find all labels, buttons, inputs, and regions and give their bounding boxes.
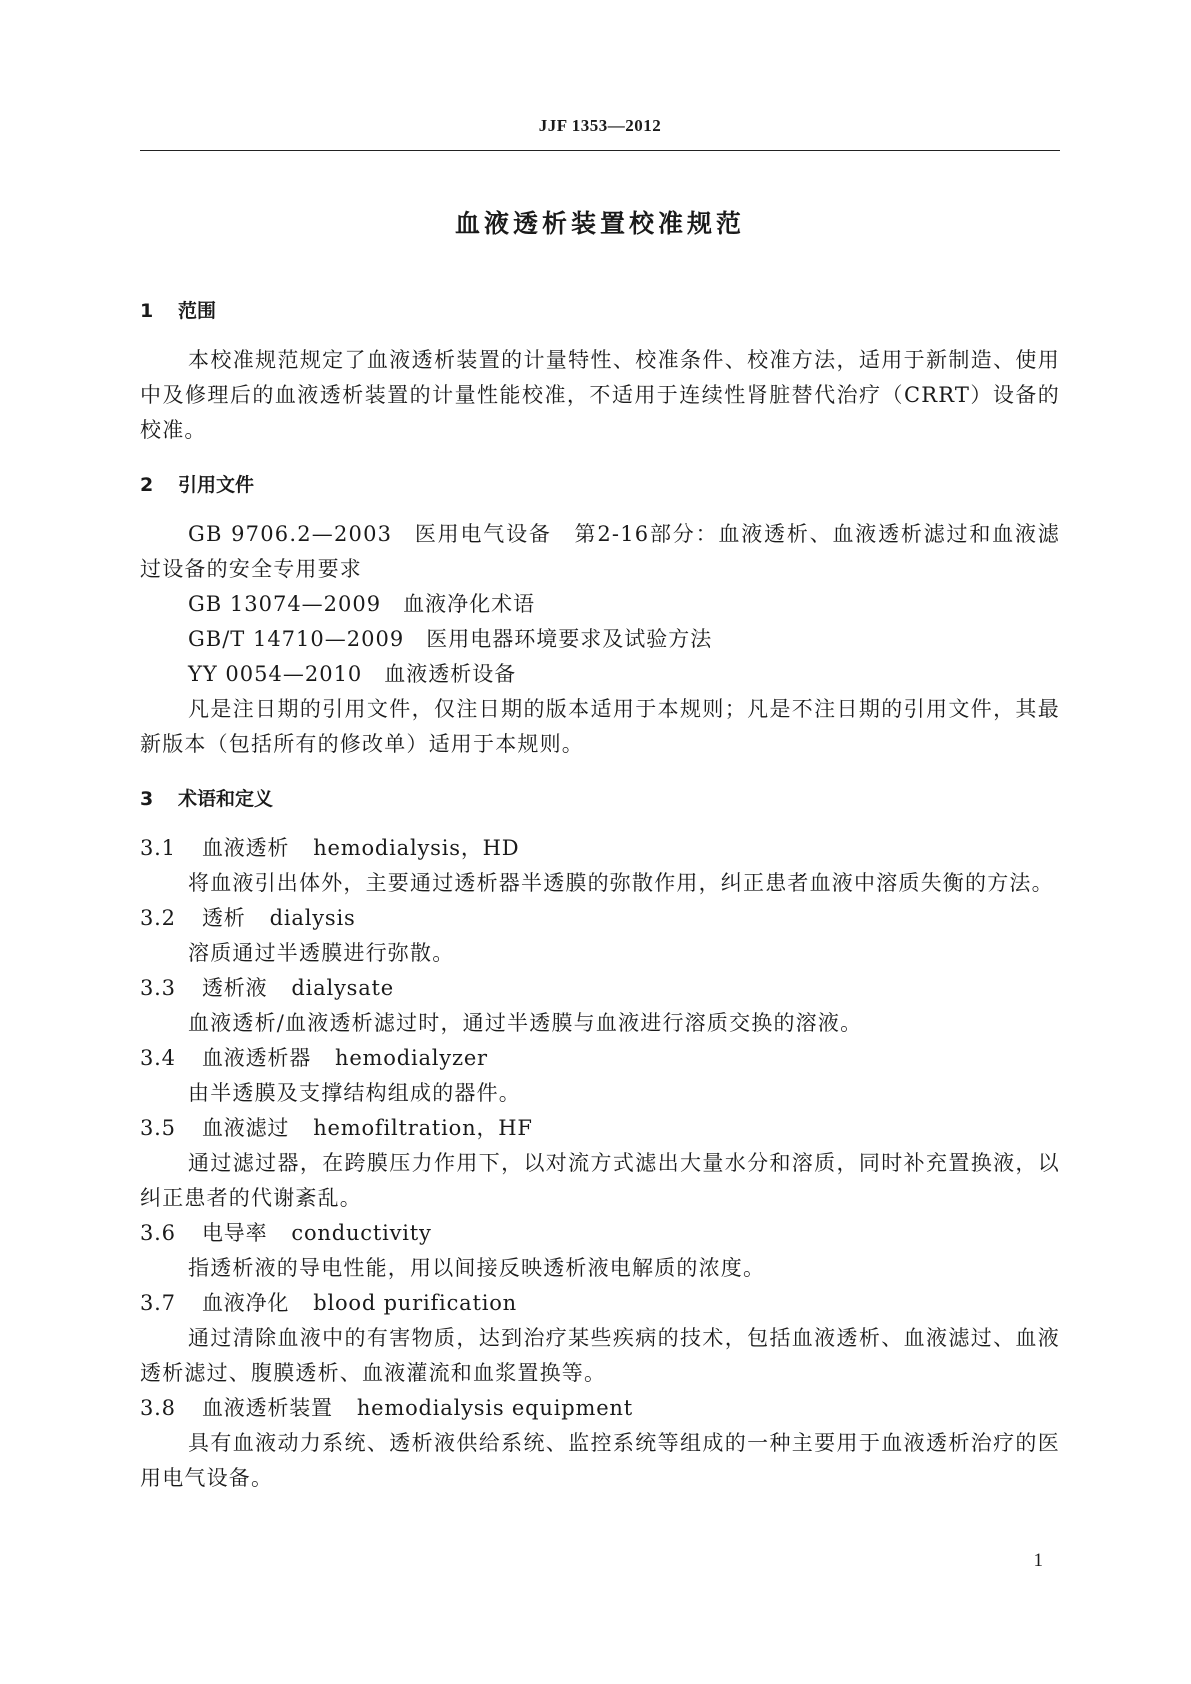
term-heading	[140, 971, 1060, 1006]
term-definition: 由半透膜及支撑结构组成的器件。	[188, 1081, 521, 1105]
section-heading-terms	[140, 782, 1060, 817]
reference-title: 医用电器环境要求及试验方法	[426, 627, 713, 651]
reference-item	[140, 517, 1060, 587]
term-english: blood purification	[313, 1291, 517, 1315]
term-chinese: 电导率	[202, 1221, 268, 1245]
reference-code: YY 0054—2010	[188, 662, 363, 686]
term-heading	[140, 1216, 1060, 1251]
term-chinese: 血液滤过	[202, 1116, 290, 1140]
section-number: 1	[140, 300, 154, 322]
term-english: hemofiltration，HF	[313, 1116, 533, 1140]
section-heading-scope	[140, 294, 1060, 329]
references-note: 凡是注日期的引用文件，仅注日期的版本适用于本规则；凡是不注日期的引用文件，其最新版本（包括所有的修改单）适用于本规则。	[140, 697, 1060, 756]
term-number: 3.7	[140, 1291, 176, 1315]
reference-title: 血液净化术语	[403, 592, 536, 616]
term-english: dialysis	[269, 906, 356, 930]
term-number: 3.6	[140, 1221, 176, 1245]
term-heading	[140, 1111, 1060, 1146]
term-english: hemodialysis equipment	[356, 1396, 633, 1420]
term-number: 3.3	[140, 976, 176, 1000]
term-chinese: 血液透析器	[202, 1046, 311, 1070]
term-heading	[140, 1286, 1060, 1321]
term-chinese: 透析液	[202, 976, 268, 1000]
term-english: hemodialysis，HD	[313, 836, 520, 860]
term-heading	[140, 901, 1060, 936]
term-heading	[140, 1041, 1060, 1076]
term-english: conductivity	[291, 1221, 432, 1245]
document-body	[140, 294, 1060, 1496]
scope-paragraph: 本校准规范规定了血液透析装置的计量特性、校准条件、校准方法，适用于新制造、使用中及修理后的血液透析装置的计量性能校准，不适用于连续性肾脏替代治疗（CRRT）设备的校准。	[140, 348, 1060, 442]
term-definition: 指透析液的导电性能，用以间接反映透析液电解质的浓度。	[188, 1256, 766, 1280]
term-number: 3.8	[140, 1396, 176, 1420]
page-number: 1	[1033, 1550, 1043, 1571]
term-chinese: 血液净化	[202, 1291, 290, 1315]
term-chinese: 透析	[202, 906, 246, 930]
reference-code: GB 13074—2009	[188, 592, 382, 616]
term-definition: 通过清除血液中的有害物质，达到治疗某些疾病的技术，包括血液透析、血液滤过、血液透析滤过、腹膜透析、血液灌流和血浆置换等。	[140, 1326, 1060, 1385]
section-title: 范围	[178, 300, 217, 322]
term-chinese: 血液透析	[202, 836, 290, 860]
header-divider	[140, 150, 1060, 151]
reference-code: GB 9706.2—2003	[188, 522, 393, 546]
term-chinese: 血液透析装置	[202, 1396, 333, 1420]
reference-title: 血液透析设备	[384, 662, 517, 686]
document-code-header: JJF 1353—2012	[538, 116, 662, 135]
section-title: 引用文件	[178, 474, 255, 496]
section-title: 术语和定义	[178, 788, 274, 810]
term-definition: 通过滤过器，在跨膜压力作用下，以对流方式滤出大量水分和溶质，同时补充置换液，以纠正患者的代谢紊乱。	[140, 1151, 1060, 1210]
reference-item	[140, 622, 1060, 657]
section-number: 3	[140, 788, 154, 810]
term-english: hemodialyzer	[335, 1046, 488, 1070]
reference-item	[140, 657, 1060, 692]
term-english: dialysate	[291, 976, 395, 1000]
reference-code: GB/T 14710—2009	[188, 627, 405, 651]
term-definition: 具有血液动力系统、透析液供给系统、监控系统等组成的一种主要用于血液透析治疗的医用电气设备。	[140, 1431, 1060, 1490]
term-number: 3.1	[140, 836, 176, 860]
document-title: 血液透析装置校准规范	[454, 209, 745, 238]
reference-item	[140, 587, 1060, 622]
section-heading-references	[140, 468, 1060, 503]
term-number: 3.5	[140, 1116, 176, 1140]
term-heading	[140, 1391, 1060, 1426]
term-definition: 血液透析/血液透析滤过时，通过半透膜与血液进行溶质交换的溶液。	[188, 1011, 863, 1035]
term-definition: 溶质通过半透膜进行弥散。	[188, 941, 455, 965]
term-definition: 将血液引出体外，主要通过透析器半透膜的弥散作用，纠正患者血液中溶质失衡的方法。	[188, 871, 1054, 895]
section-number: 2	[140, 474, 154, 496]
term-number: 3.4	[140, 1046, 176, 1070]
term-number: 3.2	[140, 906, 176, 930]
term-heading	[140, 831, 1060, 866]
reference-title: 医用电气设备 第2-16部分：血液透析、血液透析滤过和血液滤过设备的安全专用要求	[140, 522, 1060, 581]
